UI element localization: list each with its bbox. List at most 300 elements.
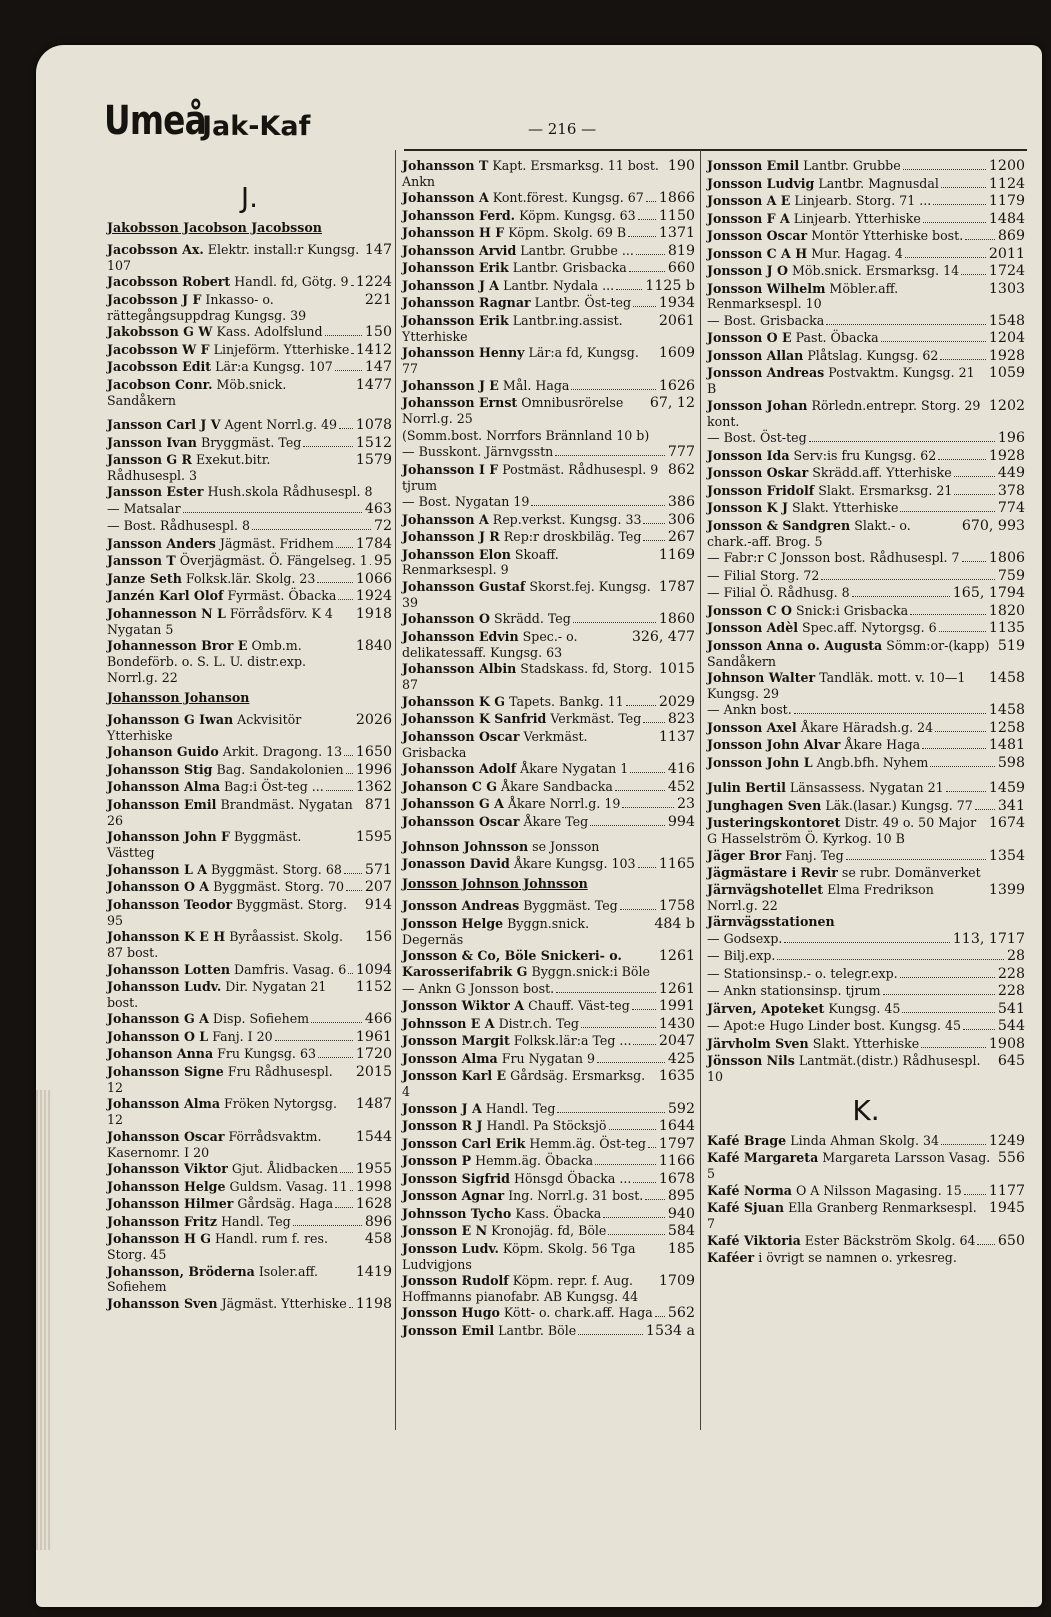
entry-line bbox=[707, 585, 1025, 602]
list-item bbox=[707, 702, 1025, 719]
leader-dots bbox=[636, 254, 665, 255]
phone-number: 1512 bbox=[355, 434, 392, 451]
entry-line bbox=[107, 484, 392, 500]
phone-number: 1595 bbox=[355, 829, 392, 846]
list-item bbox=[402, 729, 695, 761]
entry-text bbox=[707, 638, 993, 670]
phone-number: 1202 bbox=[988, 397, 1025, 414]
entry-name: Jonsson Oscar bbox=[707, 228, 808, 243]
phone-number: 190 bbox=[667, 158, 695, 174]
list-item bbox=[707, 720, 1025, 737]
leader-dots bbox=[638, 867, 656, 868]
entry-line bbox=[402, 981, 695, 998]
entry-text bbox=[402, 1016, 579, 1032]
list-item bbox=[707, 755, 1025, 772]
entry-description: Guldsm. Vasag. 11 bbox=[229, 1178, 348, 1194]
list-item bbox=[107, 1231, 392, 1263]
entry-text bbox=[707, 568, 819, 584]
entry-name: Jakobsson G W bbox=[107, 324, 213, 340]
phone-number: 72 bbox=[373, 518, 392, 535]
leader-dots bbox=[645, 1199, 665, 1200]
entry-name: Jacobsson J F bbox=[107, 291, 202, 307]
list-item bbox=[402, 225, 695, 242]
entry-description: — Bost. Rådhusespl. 8 bbox=[107, 518, 251, 534]
phone-number: 221 bbox=[364, 291, 392, 308]
list-item bbox=[707, 430, 1025, 447]
leader-dots bbox=[622, 807, 674, 808]
entry-name: Jacobson Conr. bbox=[107, 376, 213, 392]
entry-description: i övrigt se namnen o. yrkesreg. bbox=[758, 1250, 957, 1266]
entry-text bbox=[402, 225, 626, 241]
list-item bbox=[107, 324, 392, 341]
phone-number: 1198 bbox=[355, 1295, 392, 1312]
entry-line bbox=[402, 208, 695, 225]
list-item bbox=[402, 260, 695, 277]
list-item bbox=[402, 313, 695, 345]
phone-number: 1806 bbox=[988, 550, 1025, 567]
entry-description: Jägmäst. Ytterhiske bbox=[221, 1295, 347, 1311]
entry-line bbox=[707, 398, 1025, 430]
column-1 bbox=[107, 172, 392, 1313]
entry-line bbox=[107, 1064, 392, 1096]
entry-description: Mål. Haga bbox=[502, 377, 570, 393]
list-item bbox=[107, 779, 392, 796]
entry-name: Järnvägsstationen bbox=[707, 914, 835, 930]
entry-text bbox=[707, 550, 960, 566]
leader-dots bbox=[941, 187, 986, 188]
list-item bbox=[707, 263, 1025, 280]
entry-line bbox=[707, 1001, 1025, 1018]
entry-line bbox=[402, 1171, 695, 1188]
entry-name: Janzén Karl Olof bbox=[107, 588, 224, 604]
entry-description: — Apot:e Hugo Linder bost. Kungsg. 45 bbox=[707, 1018, 962, 1034]
list-item bbox=[402, 998, 695, 1015]
entry-line bbox=[107, 452, 392, 484]
entry-description: — Godsexp. bbox=[707, 930, 783, 946]
entry-line bbox=[707, 365, 1025, 397]
phone-number: 1179 bbox=[988, 193, 1025, 209]
entry-text bbox=[707, 500, 898, 516]
entry-line bbox=[402, 1223, 695, 1240]
entry-line bbox=[707, 620, 1025, 637]
phone-number: 1458 bbox=[988, 702, 1025, 719]
entry-line bbox=[402, 711, 695, 728]
phone-number: 228 bbox=[997, 965, 1025, 982]
entry-name: Jonsson Wilhelm bbox=[707, 280, 826, 296]
entry-line bbox=[107, 1214, 392, 1231]
phone-number: 1399 bbox=[988, 881, 1025, 898]
list-item bbox=[402, 839, 695, 855]
phone-number: 777 bbox=[667, 444, 695, 461]
phone-number: 23 bbox=[676, 796, 695, 813]
list-item bbox=[707, 330, 1025, 347]
entry-text bbox=[107, 879, 344, 895]
entry-line bbox=[402, 611, 695, 628]
entry-name: Johansson Viktor bbox=[107, 1161, 228, 1177]
entry-line bbox=[107, 342, 392, 359]
entry-description: Skorst.fej. Kungsg. 39 bbox=[402, 578, 651, 610]
phone-number: 147 bbox=[364, 241, 392, 258]
entry-text bbox=[107, 274, 349, 290]
entry-line bbox=[707, 948, 1025, 965]
list-item bbox=[707, 246, 1025, 263]
leader-dots bbox=[325, 335, 362, 336]
entry-line bbox=[707, 983, 1025, 1000]
entry-line bbox=[707, 568, 1025, 585]
list-item bbox=[107, 435, 392, 452]
entry-name: Johansson Emil bbox=[107, 796, 217, 812]
entry-line bbox=[402, 629, 695, 661]
leader-dots bbox=[555, 455, 665, 456]
entry-name: Jönsson Nils bbox=[707, 1053, 795, 1069]
entry-line bbox=[107, 377, 392, 409]
entry-name: Johansson Ludv. bbox=[107, 979, 222, 994]
entry-name: Johansson John F bbox=[107, 829, 230, 845]
list-item bbox=[402, 278, 695, 295]
list-item bbox=[107, 274, 392, 291]
entry-description: Kass. Öbacka bbox=[515, 1205, 602, 1221]
entry-name: Järnvägshotellet bbox=[707, 881, 824, 897]
entry-name: Jonsson Carl Erik bbox=[402, 1135, 526, 1151]
entry-description: Exekut.bitr. Rådhusespl. 3 bbox=[107, 452, 271, 483]
entry-name: Jonsson Allan bbox=[707, 347, 804, 363]
list-item bbox=[107, 1214, 392, 1231]
leader-dots bbox=[794, 713, 986, 714]
entry-name: Johansson Signe bbox=[107, 1063, 224, 1079]
leader-dots bbox=[351, 353, 353, 354]
entry-line bbox=[402, 839, 695, 855]
phone-number: 1955 bbox=[355, 1161, 392, 1178]
entry-description: Omnibusrörelse Norrl.g. 25 bbox=[402, 395, 624, 427]
entry-text bbox=[707, 780, 944, 796]
entry-description: Tandläk. mott. v. 10—1 Kungsg. 29 bbox=[707, 670, 966, 701]
phone-number: 267 bbox=[667, 529, 695, 546]
entry-text bbox=[707, 228, 963, 244]
phone-number: 562 bbox=[667, 1305, 695, 1322]
entry-line bbox=[107, 1161, 392, 1178]
phone-number: 592 bbox=[667, 1100, 695, 1117]
entry-description: Åkare Kungsg. 103 bbox=[513, 855, 636, 871]
entry-description: Kronojäg. fd, Böle bbox=[491, 1223, 607, 1239]
list-item bbox=[707, 500, 1025, 517]
entry-text bbox=[707, 755, 928, 771]
leader-dots bbox=[826, 324, 986, 325]
entry-text bbox=[402, 260, 627, 276]
entry-description: se Jonsson bbox=[532, 839, 600, 855]
entry-description: Ester Bäckström Skolg. 64 bbox=[804, 1232, 976, 1248]
entry-description: Linjeförm. Ytterhiske bbox=[213, 341, 350, 357]
entry-text bbox=[707, 914, 835, 929]
phone-number: 466 bbox=[364, 1011, 392, 1028]
entry-line bbox=[707, 176, 1025, 193]
phone-number: 1709 bbox=[658, 1273, 695, 1289]
leader-dots bbox=[318, 1057, 353, 1058]
phone-number: 1534 a bbox=[645, 1322, 695, 1339]
entry-description: Läk.(lasar.) Kungsg. 77 bbox=[825, 797, 973, 813]
phone-number: 1928 bbox=[988, 447, 1025, 464]
entry-description: — Stationsinsp.- o. telegr.exp. bbox=[707, 965, 898, 981]
leader-dots bbox=[881, 341, 986, 342]
entry-text bbox=[402, 190, 644, 206]
phone-number: 341 bbox=[997, 797, 1025, 814]
leader-dots bbox=[338, 599, 352, 600]
entry-line bbox=[402, 694, 695, 711]
entry-line bbox=[402, 998, 695, 1015]
phone-number: 1609 bbox=[658, 345, 695, 362]
entry-text bbox=[107, 417, 337, 433]
list-item bbox=[402, 395, 695, 427]
entry-text bbox=[707, 702, 792, 718]
entry-description: Linda Ahman Skolg. 34 bbox=[790, 1132, 940, 1148]
entry-description: Fru Kungsg. 63 bbox=[217, 1046, 316, 1062]
entry-description: Byggmäst. Västteg bbox=[107, 829, 302, 861]
entry-description: — Bost. Grisbacka bbox=[707, 312, 825, 328]
entry-line bbox=[707, 448, 1025, 465]
entry-description: Hush.skola Rådhusespl. 8 bbox=[207, 484, 373, 500]
entry-text bbox=[107, 779, 324, 795]
list-item bbox=[402, 494, 695, 511]
entry-text bbox=[107, 1046, 316, 1062]
list-item bbox=[107, 1129, 392, 1161]
entry-line bbox=[402, 1118, 695, 1135]
entry-description: Dir. Nygatan 21 bost. bbox=[107, 979, 327, 1010]
entry-text bbox=[107, 501, 181, 517]
list-item bbox=[402, 629, 695, 661]
entry-line bbox=[107, 879, 392, 896]
entry-text bbox=[402, 1223, 606, 1239]
phone-number: 2029 bbox=[658, 693, 695, 710]
entry-name: Kafé Sjuan bbox=[707, 1200, 785, 1216]
entry-description: Köpm. Skolg. 69 B bbox=[508, 225, 627, 241]
phone-number: 1169 bbox=[658, 546, 695, 563]
entry-line bbox=[707, 1053, 1025, 1085]
phone-number: 1934 bbox=[658, 295, 695, 312]
entry-text bbox=[402, 395, 645, 427]
phone-number: 1860 bbox=[658, 611, 695, 628]
phone-number: 1459 bbox=[988, 780, 1025, 797]
entry-text bbox=[402, 345, 654, 377]
entry-description: Ing. Norrl.g. 31 bost. bbox=[508, 1188, 644, 1204]
entry-description: Ella Granberg Renmarksespl. 7 bbox=[707, 1200, 977, 1232]
entry-name: Jonsson F A bbox=[707, 210, 790, 226]
entry-line bbox=[707, 246, 1025, 263]
list-item bbox=[707, 1018, 1025, 1035]
entry-text bbox=[707, 158, 901, 174]
entry-line bbox=[107, 1046, 392, 1063]
list-item bbox=[402, 1118, 695, 1135]
phone-number: 896 bbox=[364, 1213, 392, 1230]
entry-name: Jonsson E N bbox=[402, 1223, 488, 1239]
phone-number: 458 bbox=[364, 1231, 392, 1248]
entry-description: Åkare Norrl.g. 19 bbox=[507, 796, 621, 812]
list-item bbox=[107, 342, 392, 359]
entry-name: Jansson G R bbox=[107, 452, 193, 468]
entry-text bbox=[107, 242, 360, 274]
list-item bbox=[402, 444, 695, 461]
entry-line bbox=[107, 588, 392, 605]
entry-description: Arkit. Dragong. 13 bbox=[222, 744, 343, 760]
entry-name: Jonsson J O bbox=[707, 263, 788, 278]
leader-dots bbox=[632, 1009, 656, 1010]
entry-line bbox=[707, 1133, 1025, 1150]
leader-dots bbox=[630, 772, 665, 773]
phone-number: 650 bbox=[997, 1232, 1025, 1249]
entry-text bbox=[707, 176, 939, 192]
leader-dots bbox=[344, 873, 362, 874]
phone-number: 1784 bbox=[355, 535, 392, 552]
entry-line bbox=[707, 914, 1025, 930]
phone-number: 1548 bbox=[988, 312, 1025, 329]
leader-dots bbox=[923, 222, 986, 223]
entry-line bbox=[707, 313, 1025, 330]
entry-name: Johansson Ferd. bbox=[402, 207, 516, 223]
entry-text bbox=[707, 1200, 984, 1232]
list-item bbox=[107, 1196, 392, 1213]
entry-name: Johansson Elon bbox=[402, 546, 511, 562]
list-item bbox=[107, 292, 392, 324]
list-item bbox=[107, 377, 392, 409]
entry-line bbox=[402, 260, 695, 277]
entry-description: — Bilj.exp. bbox=[707, 948, 776, 964]
entry-text bbox=[707, 430, 807, 446]
column-2 bbox=[402, 158, 695, 1340]
entry-name: Jonsson Hugo bbox=[402, 1305, 500, 1321]
list-item bbox=[707, 158, 1025, 175]
phone-number: 1866 bbox=[658, 190, 695, 207]
list-item bbox=[402, 661, 695, 693]
list-item bbox=[402, 512, 695, 529]
entry-name: Jonsson Axel bbox=[707, 719, 797, 735]
leader-dots bbox=[616, 289, 642, 290]
entry-name: Jonsson Margit bbox=[402, 1033, 510, 1049]
entry-name: Kaféer bbox=[707, 1250, 755, 1266]
entry-name: Jonsson Ludvig bbox=[707, 175, 815, 191]
entry-description: — Ankn G Jonsson bost. bbox=[402, 980, 555, 996]
leader-dots bbox=[335, 1207, 353, 1208]
leader-dots bbox=[954, 476, 995, 477]
entry-description: Linjearb. Storg. 71 ... bbox=[794, 193, 932, 208]
entry-line bbox=[707, 720, 1025, 737]
entry-text bbox=[402, 711, 641, 727]
entry-text bbox=[107, 744, 342, 760]
entry-text bbox=[402, 1033, 631, 1049]
entry-description: Past. Öbacka bbox=[795, 330, 879, 346]
phone-number: 1908 bbox=[988, 1035, 1025, 1052]
entry-description: Fru Nygatan 9 bbox=[501, 1050, 595, 1066]
entry-description: Hemm.äg. Öbacka bbox=[475, 1153, 594, 1169]
leader-dots bbox=[846, 859, 986, 860]
entry-line bbox=[402, 1305, 695, 1322]
entry-name: Jacobsson Edit bbox=[107, 359, 212, 375]
leader-dots bbox=[938, 459, 986, 460]
leader-dots bbox=[821, 579, 995, 580]
entry-name: Jonsson John Alvar bbox=[707, 737, 841, 753]
entry-description: Möbler.aff. Renmarksespl. 10 bbox=[707, 280, 899, 312]
entry-text bbox=[707, 448, 936, 464]
entry-name: Jonsson Emil bbox=[402, 1322, 495, 1338]
entry-name: Jonsson A E bbox=[707, 193, 791, 208]
entry-line bbox=[402, 729, 695, 761]
list-item bbox=[707, 966, 1025, 983]
entry-description: Möb.snick. Ersmarksg. 14 bbox=[791, 263, 960, 278]
phone-number: 1412 bbox=[355, 341, 392, 358]
entry-name: Järven, Apoteket bbox=[707, 1000, 825, 1016]
entry-name: Johansson T bbox=[402, 158, 489, 173]
entry-name: Johansson Oscar bbox=[107, 1128, 225, 1144]
entry-line bbox=[402, 547, 695, 579]
entry-text bbox=[402, 1206, 601, 1222]
entry-name: Johansson Ernst bbox=[402, 395, 518, 411]
entry-text bbox=[107, 1196, 333, 1212]
leader-dots bbox=[597, 1062, 665, 1063]
entry-description: Åkare Nygatan 1 bbox=[520, 761, 629, 777]
list-item bbox=[707, 176, 1025, 193]
leader-dots bbox=[852, 596, 950, 597]
entry-description: Tapets. Bankg. 11 bbox=[509, 693, 624, 709]
entry-text bbox=[707, 948, 775, 964]
entry-name: Jansson Ivan bbox=[107, 434, 197, 450]
entry-line bbox=[707, 1150, 1025, 1182]
leader-dots bbox=[629, 271, 665, 272]
entry-description: (Somm.bost. Norrfors Brännland 10 b) bbox=[402, 427, 650, 443]
entry-description: Handl. Teg bbox=[485, 1100, 556, 1116]
entry-name: Janze Seth bbox=[107, 570, 182, 586]
entry-text bbox=[402, 1273, 654, 1305]
entry-text bbox=[107, 1011, 309, 1027]
list-item bbox=[402, 1171, 695, 1188]
entry-description: Köpm. Skolg. 56 Tga Ludvigjons bbox=[402, 1240, 636, 1272]
spacer bbox=[707, 772, 1025, 780]
entry-line bbox=[402, 1033, 695, 1050]
list-item bbox=[402, 694, 695, 711]
entry-text bbox=[707, 620, 937, 636]
entry-description: Verkmäst. Grisbacka bbox=[402, 728, 588, 760]
phone-number: 1484 bbox=[988, 210, 1025, 227]
entry-description: Distr. 49 o. 50 Major G Hasselström Ö. Kyrkog. 10 B bbox=[707, 815, 977, 847]
entry-description: — Ankn bost. bbox=[707, 702, 792, 718]
entry-text bbox=[402, 462, 663, 494]
entry-description: Slakt. Ytterhiske bbox=[791, 500, 899, 516]
entry-text bbox=[707, 313, 824, 329]
list-item bbox=[707, 914, 1025, 930]
entry-text bbox=[707, 518, 957, 550]
entry-line bbox=[107, 518, 392, 535]
list-item bbox=[402, 856, 695, 873]
phone-number: 556 bbox=[997, 1150, 1025, 1167]
phone-number: 165, 1794 bbox=[952, 585, 1025, 602]
list-item bbox=[107, 606, 392, 638]
leader-dots bbox=[643, 523, 664, 524]
leader-dots bbox=[344, 755, 353, 756]
phone-number: 378 bbox=[997, 482, 1025, 499]
phone-number: 1720 bbox=[355, 1046, 392, 1063]
entry-text bbox=[107, 435, 301, 451]
entry-description: se rubr. Domänverket bbox=[841, 865, 981, 881]
phone-number: 1204 bbox=[988, 330, 1025, 347]
entry-name: Johansson Erik bbox=[402, 260, 509, 276]
leader-dots bbox=[608, 1234, 665, 1235]
entry-line bbox=[107, 242, 392, 274]
entry-text bbox=[107, 484, 373, 499]
entry-name: Justeringskontoret bbox=[707, 815, 841, 831]
entry-name: Jonsson & Co, Böle Snickeri- o. Karosserifabrik G bbox=[402, 948, 622, 980]
leader-dots bbox=[910, 614, 986, 615]
list-item bbox=[707, 448, 1025, 465]
leader-dots bbox=[962, 561, 986, 562]
entry-text bbox=[402, 1136, 646, 1152]
phone-number: 519 bbox=[997, 637, 1025, 654]
entry-text bbox=[402, 1241, 663, 1273]
